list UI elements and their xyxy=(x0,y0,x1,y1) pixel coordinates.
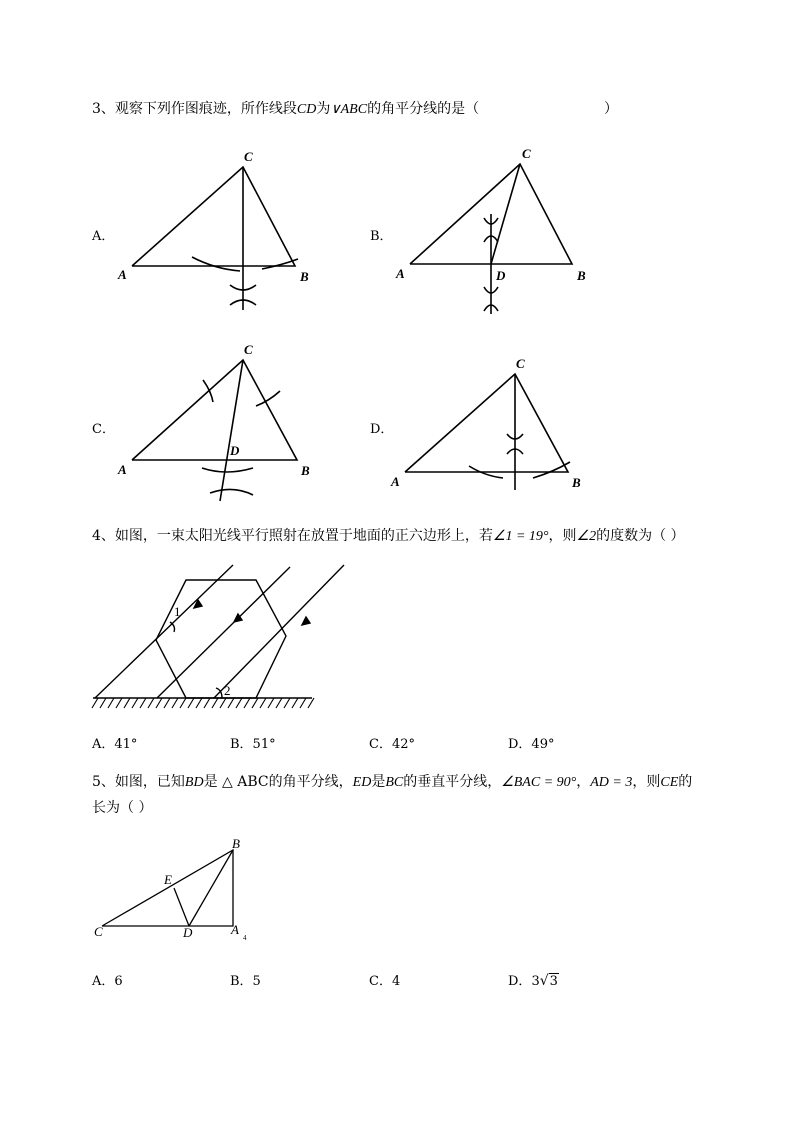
q3-stem xyxy=(92,99,479,120)
q3-option-d[interactable]: D． xyxy=(370,422,394,437)
q3-triangle: ∨ABC xyxy=(330,102,368,117)
label-a: A xyxy=(396,266,405,281)
label-a: A xyxy=(391,474,400,489)
q5-text: 的垂直平分线， xyxy=(403,774,502,790)
label-b: B xyxy=(232,836,240,851)
label-a: A xyxy=(231,922,239,937)
label-b: B xyxy=(577,268,586,283)
q4-angle-2: ∠2 xyxy=(576,529,597,544)
option-label: D． xyxy=(508,974,532,989)
q3-text: 为 xyxy=(316,101,331,117)
q3-figure-a xyxy=(110,145,320,315)
label-d: D xyxy=(496,268,506,283)
q5-option-a[interactable]: A．6 xyxy=(92,974,123,989)
angle-2-label: 2 xyxy=(224,683,231,698)
q5-text: 是 △ ABC的角平分线， xyxy=(203,774,353,790)
q5-bd: BD xyxy=(184,775,204,790)
q5-option-b[interactable]: B．5 xyxy=(230,974,261,989)
q3-close-paren: ） xyxy=(604,101,618,117)
label-c: C xyxy=(244,342,253,357)
label-4: 4 xyxy=(243,934,247,942)
label-b: B xyxy=(572,475,581,490)
label-a: A xyxy=(118,462,127,477)
label-b: B xyxy=(301,463,310,478)
q4-figure xyxy=(90,560,350,715)
q4-text: 的度数为（ ） xyxy=(596,528,685,544)
label-c: C xyxy=(522,146,531,161)
q4-text: 4、如图，一束太阳光线平行照射在放置于地面的正六边形上，若 xyxy=(92,528,493,544)
q4-option-b[interactable]: B．51° xyxy=(230,737,276,752)
q3-option-a[interactable]: A． xyxy=(92,229,115,244)
q3-figure-c xyxy=(110,338,320,508)
q4-angle-1: ∠1 = 19° xyxy=(492,529,549,544)
sqrt-icon: √ xyxy=(539,973,549,989)
q5-text: ， xyxy=(576,774,591,790)
q5-angle-bac: ∠BAC = 90° xyxy=(501,775,577,790)
label-c: C xyxy=(244,149,253,164)
label-d: D xyxy=(183,925,193,940)
label-b: B xyxy=(300,269,309,284)
label-e: E xyxy=(164,872,172,887)
q4-option-d[interactable]: D．49° xyxy=(508,737,555,752)
label-c: C xyxy=(516,356,525,371)
q4-stem xyxy=(92,526,685,547)
q3-figure-b xyxy=(392,142,602,322)
label-c: C xyxy=(94,924,103,939)
q5-ce: CE xyxy=(660,775,679,790)
q4-option-a[interactable]: A．41° xyxy=(92,737,138,752)
q5-text: ，则 xyxy=(632,774,661,790)
angle-1-label: 1 xyxy=(174,604,181,619)
q5-text: 的 xyxy=(678,774,693,790)
q3-segment: CD xyxy=(296,102,317,117)
label-a: A xyxy=(118,267,127,282)
q5-stem xyxy=(92,772,692,793)
q3-option-c[interactable]: C． xyxy=(92,422,115,437)
radicand: 3 xyxy=(549,974,558,989)
q5-option-c[interactable]: C．4 xyxy=(369,974,401,989)
q5-text: 5、如图，已知 xyxy=(92,774,185,790)
label-d: D xyxy=(230,443,240,458)
q5-option-d[interactable] xyxy=(508,970,559,989)
q3-figure-d xyxy=(385,352,595,502)
q5-ad: AD = 3 xyxy=(590,775,633,790)
q3-text: 3、观察下列作图痕迹，所作线段 xyxy=(92,101,297,117)
q5-stem-line2: 长为（ ） xyxy=(92,800,153,816)
q4-text: ，则 xyxy=(548,528,577,544)
q5-text: 是 xyxy=(371,774,386,790)
q3-text: 的角平分线的是（ xyxy=(367,101,480,117)
q5-figure xyxy=(90,832,260,950)
q4-option-c[interactable]: C．42° xyxy=(369,737,415,752)
coefficient: 3 xyxy=(531,974,540,989)
q5-bc: BC xyxy=(385,775,404,790)
q5-ed: ED xyxy=(352,775,372,790)
q3-option-b[interactable]: B． xyxy=(370,229,393,244)
